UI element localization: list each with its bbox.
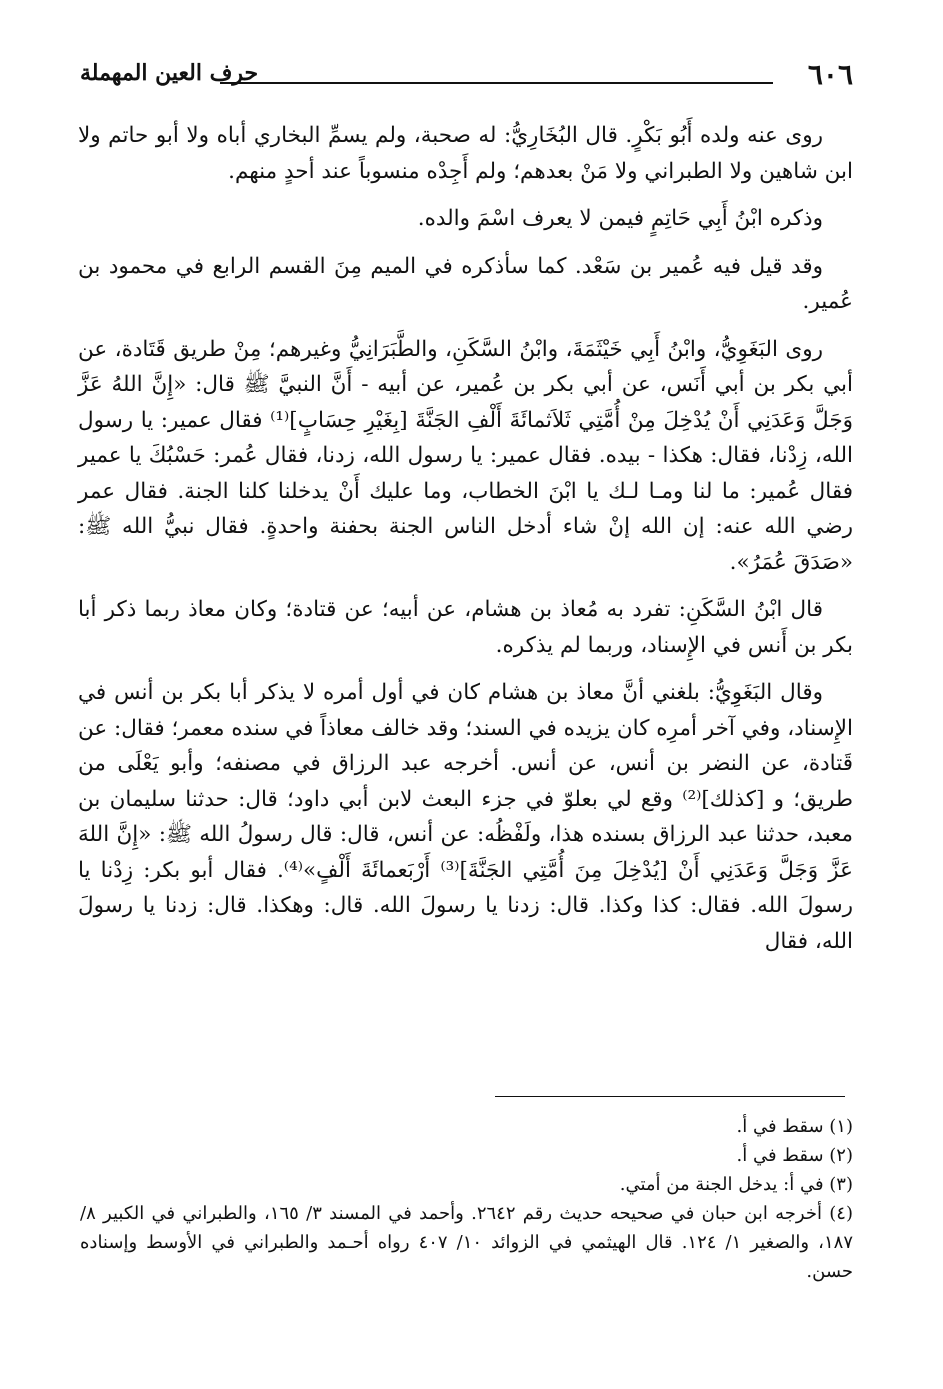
chapter-title: حرف العين المهملة <box>80 60 259 86</box>
paragraph-6: وقال البَغَوِيُّ: بلغني أنَّ معاذ بن هشام كان في أول أمره لا يذكر أبا بكر بن أنس في الإِسناد، وفي آخر أمرِه كان يزيده في السند؛ وقد خالف معاذاً في سنده معمر؛ فقال: عن قَتادة، عن النضر بن أنس، عن أنس. أخرجه عبد الرزاق في مصنفه؛ وأبو يَعْلَى من طريق؛ و [كذلك]⁽²⁾ وقع لي بعلوّ في جزء البعث لابن أبي داود؛ قال: حدثنا سليمان بن معبد، حدثنا عبد الرزاق بسنده هذا، ولَفْظُه: عن أنس، قال: قال رسولُ الله ﷺ: «إِنَّ اللهَ عَزَّ وَجَلَّ وَعَدَنِي أَنْ [يُدْخِلَ مِنَ أُمَّتِي الجَنَّةَ]⁽³⁾ أَرْبَعمائَةَ أَلْفٍ»⁽⁴⁾. فقال أبو بكر: زِدْنا يا رسولَ الله. فقال: كذا وكذا. قال: زدنا يا رسولَ الله. قال: وهكذا. قال: زدنا يا رسولَ الله، فقال <box>78 680 853 954</box>
footnote-separator <box>495 1096 845 1097</box>
paragraph-2: وذكره ابْنُ أَبِي حَاتِمٍ فيمن لا يعرف اسْمَ والده. <box>417 206 823 231</box>
paragraph-1: روى عنه ولده أَبُو بَكْرٍ. قال البُخَارِيُّ: له صحبة، ولم يسمِّ البخاري أباه ولا أبو حاتم ولا ابن شاهين ولا الطبراني ولا مَنْ بعدهم؛ ولم أَجِدْه منسوباً عند أحدٍ منهم. <box>78 123 853 184</box>
footnote-1: (١) سقط في أ. <box>736 1116 853 1137</box>
main-text <box>78 118 853 971</box>
footnote-2: (٢) سقط في أ. <box>736 1145 853 1166</box>
footnote-4: (٤) أخرجه ابن حبان في صحيحه حديث رقم ٢٦٤٢. وأحمد في المسند ٣/ ١٦٥، والطبراني في الكبير ٨/ ١٨٧، والصغير ١/ ١٢٤. قال الهيثمي في الزوائد ١٠/ ٤٠٧ رواه أحـمد والطبراني في الأوسط وإسناده حسن. <box>80 1203 853 1282</box>
page-number: ٦٠٦ <box>807 58 853 91</box>
paragraph-4: روى البَغَوِيُّ، وابْنُ أَبِي خَيْثَمَةَ، وابْنُ السَّكَنِ، والطَّبَرَانِيُّ وغيرهم؛ مِنْ طريق قَتَادة، عن أبي بكر بن أبي أَنَس، عن أبي بكر بن عُمير، عن أبيه - أَنَّ النبيَّ ﷺ قال: «إِنَّ اللهُ عَزَّ وَجَلَّ وَعَدَنِي أَنْ يُدْخِلَ مِنْ أُمَّتِي ثَلاَثمائَةَ أَلْفِ الجَنَّةَ [بِغَيْرِ حِسَابٍ]⁽¹⁾ فقال عمير: يا رسول الله، زِدْنا، فقال: هكذا - بيده. فقال عمير: يا رسول الله، زدنا، فقال عُمر: حَسْبُكَ يا عمير فقال عُمير: ما لنا ومـا لـك يا ابْنَ الخطاب، وما عليك أَنْ يدخلنا كلنا الجنة. فقال عمر رضي الله عنه: إن الله إنْ شاء أدخل الناس الجنة بحفنة واحدةٍ. فقال نبيُّ الله ﷺ: «صَدَقَ عُمَرُ». <box>78 336 853 575</box>
paragraph-5: قال ابْنُ السَّكَنِ: تفرد به مُعاذ بن هشام، عن أبيه؛ عن قتادة؛ وكان معاذ ربما ذكر أبا بكر بن أَنس في الإِسناد، وربما لم يذكره. <box>78 597 853 658</box>
footnotes <box>80 1112 853 1286</box>
page-header <box>80 58 853 98</box>
footnote-3: (٣) في أ: يدخل الجنة من أمتي. <box>619 1174 853 1195</box>
header-rule <box>220 82 773 84</box>
paragraph-3: وقد قيل فيه عُمير بن سَعْد. كما سأذكره في الميم مِنَ القسم الرابع في محمود بن عُمير. <box>78 253 853 314</box>
